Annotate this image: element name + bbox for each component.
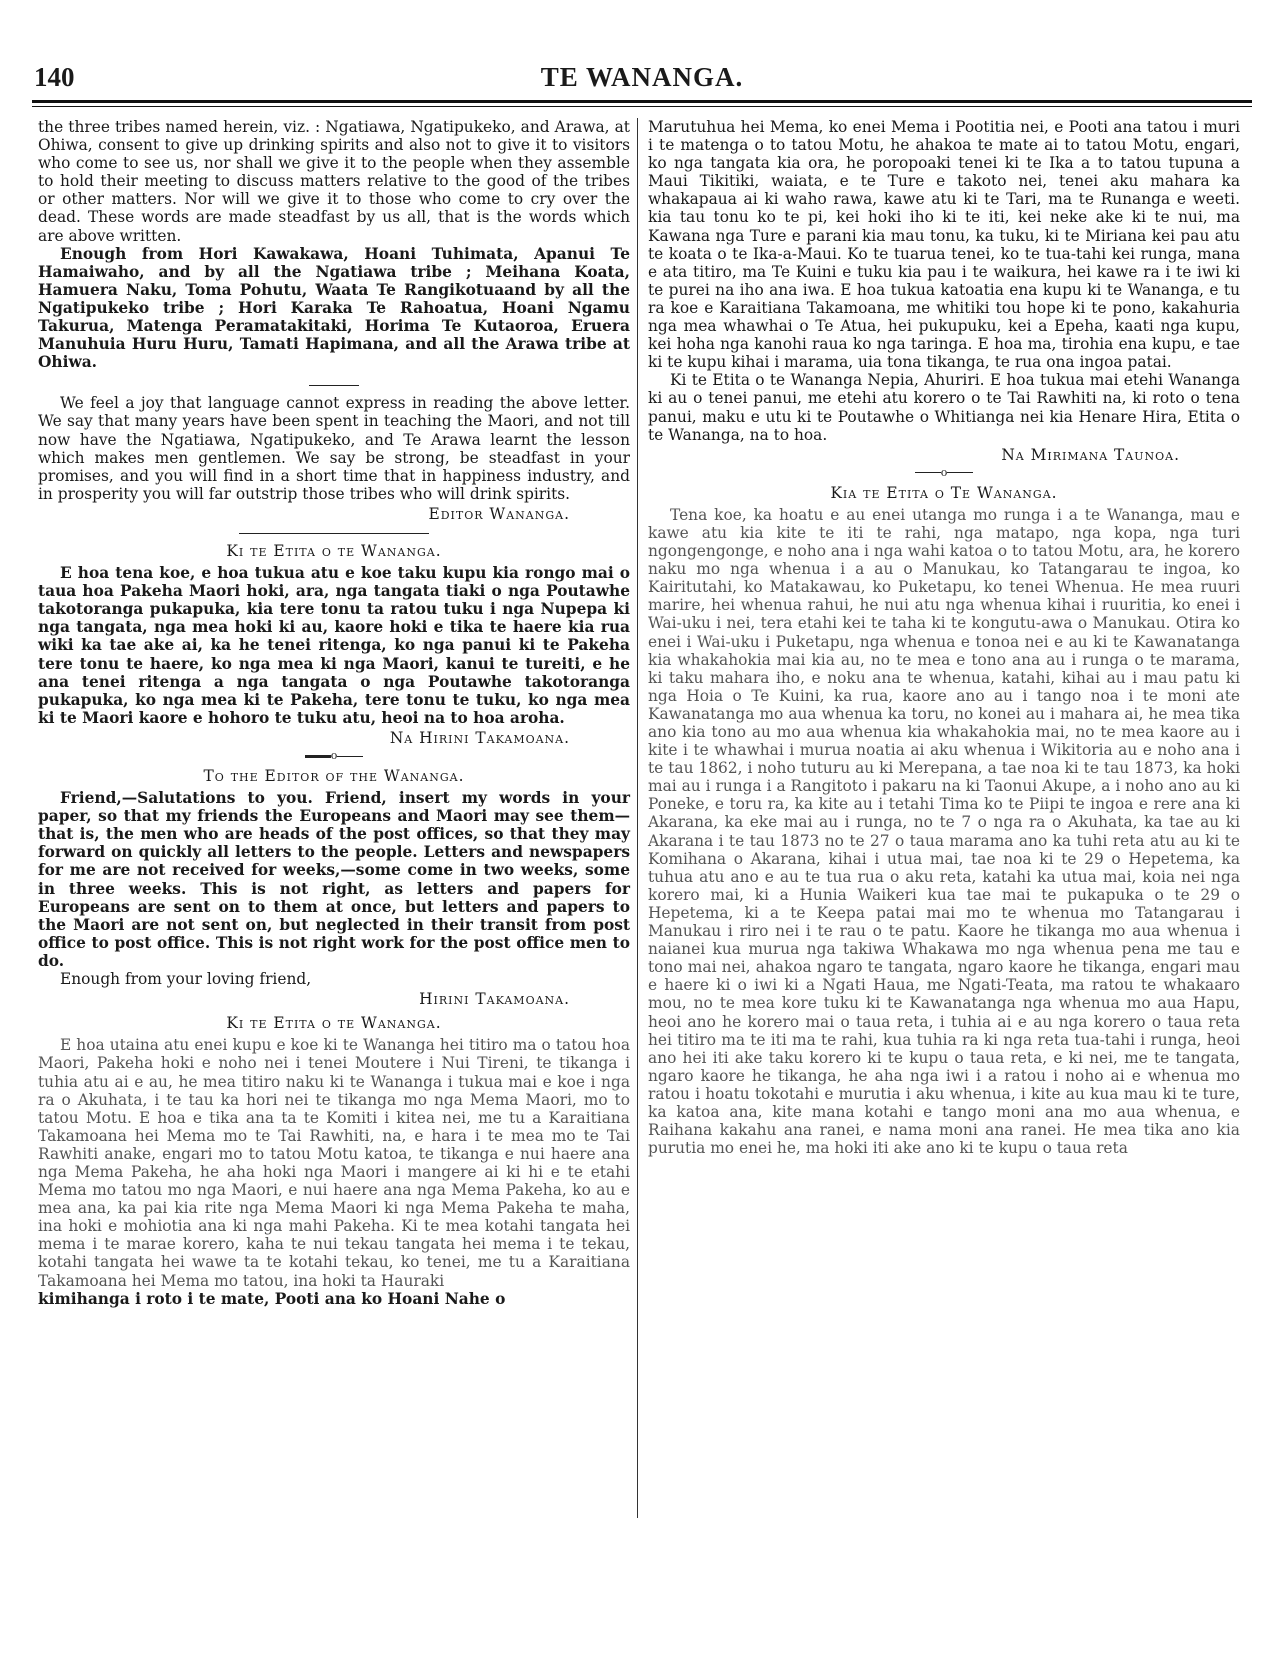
page-number: 140 — [34, 62, 75, 92]
right-letter-land-body: Tena koe, ka hoatu e au enei utanga mo runga i a te Wananga, mau e kawe atu kia kite te iti te rahi, nga matapo, nga kopa, nga turi ngongengonge, e noho ana i nga wahi katoa o to tatou Motu, ara, he korero naku mo nga whenua i a au o Manukau, ko Tatangarau te ingoa, ko Kairitutahi, ko Matakawau, ko Puketapu, ko tenei Whenua. He mea ruuri marire, hei whenua rahui, he nui atu nga whenua kihai i ruuritia, ko enei i Wai-uku i nei, tera etahi kei te taha ki te kongutu-awa o Manukau. Otira ko enei i Wai-uku i Puketapu, nga whenua e tonoa nei e au ki te Kawanatanga kia whakahokia mai kia au, no te mea e tono ana au i runga o te marama, ki taku mahara iho, e noku ana te whenua, katahi, kihai au i mau patu ki nga Hoia o Te Kuini, ka rua, kaore ano au i tango noa i te moni ate Kawanatanga mo aua whenua ka toru, no konei au i mahara ai, he mea tika ano kia tono au mo aua whenua kia whakahokia mai, no te mea kaore au i kite i te whawhai i murua noatia ai aku whenua i Wikitoria au e noho ana i te tau 1862, i noho tuturu au ki Merepana, a tae noa ki te tau 1873, ka hoki mai au i runga i a Rangitoto i pakaru na ki Taonui Akupe, a i noho ano au ki Poneke, e toru ra, ka kite au i tetahi Tima ko te Piipi te ingoa e rere ana ki Akarana, ka eke mai au i runga, no te 7 o nga ra o Akuhata, ka tae au ki Akarana i te tau 1873 no te 27 o taua marama ano ka tuhi reta atu au ki te Komihana o Akarana, kihai i utua mai, tae noa ki te 29 o Hepetema, ka tuhua atu ano e au te tua rua o aku reta, katahi ka utua mai, koia nei nga korero mai, ki a Hunia Waikeri kua tae mai te pukapuka o te 29 o Hepetema, ki a te Keepa patai mai mo te whenua mo Tatangarau i Manukau i riro nei i te rau o te patu. Kaore he tikanga mo aua whenua i naianei kua murua nga takiwa Whakawa mo nga whenua pena me tau e tono mai nei, ahakoa ngaro te tangata, ngaro kaore he tikanga, engari mau e haere ki o iwi ki a Ngati Haua, me Ngati-Teata, ma ratou te whakaaro mou, no te mea kore tuku ki te Kawanatanga nga whenua mo aua Hapu, heoi ano he korero mai o taua reta, i tuhia ai e au nga korero o taua reta hei titiro ma te iti ma te rahi, kua tuhia ra ki nga reta tua-tahi i runga, heoi ano hei iti ake taku korero ki te kupu o taua reta, e ki nei, me te tangata, ngaro kaore he tikanga, he aha nga iwi i a ratou i noho ai e whenua mo ratou i hoatu tokotahi e murutia i aku whenua, i kite au kua mau ki te ture, ka katoa ana, kite mana kotahi e tango moni ana mo aua whenua, e Raihana kakahu ana ranei, e nama moni ana ranei. He mea tika ano kia purutia mo enei he, ma hoki iti ake ano ki te kupu o taua reta — [648, 505, 1240, 1158]
signature-mirimana: Na Mirimana Taunoa. — [1001, 445, 1180, 464]
section-divider: o — [909, 468, 979, 478]
section-divider — [309, 385, 359, 386]
left-letter-maori-2-body: E hoa utaina atu enei kupu e koe ki te Wananga hei titiro ma o tatou hoa Maori, Pakeha hoki e noho nei i tenei Moutere i Nui Tireni, te tikanga i tuhia atu ai e au, he mea titiro naku ki te Wananga i tukua mai e koe i nga ra o Akuhata, i te tau ka hori nei te tikanga mo nga Mema Maori, mo to tatou Motu. E hoa e tika ana ta te Komiti i kitea nei, me tu a Karaitiana Takamoana hei Mema mo te Tai Rawhiti, na, e hara i te mea mo te Tai Rawhiti anake, engari mo to tatou Motu katoa, te tikanga e nui haere ana nga Mema Pakeha, he aha hoki nga Maori i mangere ai ki hi e te etahi Mema mo tatou mo nga Maori, e nui haere ana nga Mema Pakeha, ko au e mea ana, ka pai kia rite nga Mema Maori ki nga Mema Pakeha te maha, ina hoki e mohiotia ana ki nga mahi Pakeha. Ki te mea kotahi tangata hei mema i te marae korero, kaha te nui tekau tangata hei mema i te tekau, kotahi tangata hei wawe ta te kotahi tekau, ko tenei, me tu a Karaitiana Takamoana hei Mema mo tatou, ina hoki ta Hauraki — [38, 1036, 630, 1290]
left-bottom-line: kimihanga i roto i te mate, Pooti ana ko Hoani Nahe o — [38, 1289, 506, 1308]
left-paragraph-resolution: the three tribes named herein, viz. : Ngatiawa, Ngatipukeko, and Arawa, at Ohiwa, consent to give up drinking spirits and also not to give it to visitors who come to see us, nor shall we give it to the people when they assemble to hold their meeting to discuss matters relative to the good of the tribes or other matters. Nor will we give it to those who come to cry over the dead. These words are made steadfast by us all, that is the words which are above written. — [38, 118, 630, 245]
letter-heading-english: To the Editor of the Wananga. — [203, 767, 465, 785]
page-header — [32, 58, 1252, 98]
header-rule-thick — [32, 100, 1252, 103]
left-letter-english-closing: Enough from your loving friend, — [60, 970, 312, 989]
left-paragraph-editor-comment: We feel a joy that language cannot express in reading the above letter. We say that many years have been spent in teaching the Maori, and not till now have the Ngatiawa, Ngatipukeko, and Te Arawa learnt the lesson which makes men gentlemen. We say be strong, be steadfast in your promises, and you will find in a short time that in happiness industry, and in prosperity you will far outstrip those tribes who will drink spirits. — [38, 394, 630, 503]
page-title: TE WANANGA. — [540, 62, 744, 92]
signature-hirini-english: Hirini Takamoana. — [419, 990, 570, 1009]
letter-heading-maori-3: Kia te Etita o Te Wananga. — [830, 483, 1058, 502]
column-divider — [637, 118, 638, 1518]
left-letter-maori-body: E hoa tena koe, e hoa tukua atu e koe taku kupu kia rongo mai o taua hoa Pakeha Maori hoki, ara, nga tangata tiaki o nga Poutawhe takotoranga pukapuka, kia tere tonu ta ratou tuku i nga Nupepa ki nga tangata, nga mea hoki ki au, kaore hoki e tika te haere kia rua wiki ka tae ake ai, ka he tenei ritenga, ko nga panui ki te Pakeha tere tonu te haere, ko nga mea ki nga Maori, kanui te tureiti, e he ana tenei ritenga a nga tangata o nga Poutawhe takotoranga pukapuka, ko nga mea ki te Pakeha, tere tonu te tuku, ko nga mea ki te Maori kaore e hohoro te tuku atu, heoi na to hoa aroha. — [38, 564, 630, 727]
letter-heading-maori-2: Ki te Etita o te Wananga. — [226, 1014, 442, 1033]
right-paragraph-continuation: Marutuhua hei Mema, ko enei Mema i Pootitia nei, e Pooti ana tatou i muri i te matenga o to tatou Motu, he ahakoa te mate ai to tatou Motu, engari, ko nga tangata kia ora, he poropoaki tenei ki te Ika a to tatou tupuna a Maui Tikitiki, waiata, e te Ture e takoto nei, tenei aku mahara ka whakapaua ai ki waho rawa, kawe atu ki te Tari, ma te Runanga e weeti. kia tau tonu ko te pi, kei hoki iho ki te iti, kei neke ake ki te nui, ma Kawana nga Ture e parani kia mau tonu, ka tuku, ki te Miriana kei pau atu te koata o te Ika-a-Maui. Ko te tuarua tenei, ko te tua-tahi kei runga, mana e ata titiro, ma Te Kuini e tuku kia pau i te waikura, hei kawe ra i te iwi ki te purei na iho ana iwa. E hoa tukua katoatia ena kupu ki te Wananga, e tu ra koe e Karaitiana Takamoana, me whitiki tou hope ki te pono, kakahuria nga mea whawhai o Te Atua, hei pukupuku, kei a Epeha, kaati nga kupu, kei hoha nga kanohi raua ko nga taringa. E hoa ma, tirohia ena kupu, e tae ki te kupu kihai i marama, uia tona tikanga, te rua ona ingoa patai. — [648, 118, 1240, 372]
right-column — [648, 118, 1240, 1157]
letter-heading-maori-1: Ki te Etita o te Wananga. — [226, 541, 442, 560]
left-letter-english-body: Friend,—Salutations to you. Friend, insert my words in your paper, so that my friends the Europeans and Maori may see them—that is, the men who are heads of the post offices, so that they may forward on quickly all letters to the people. Letters and newspapers for me are not received for weeks,—some come in two weeks, some in three weeks. This is not right, as letters and papers for Europeans are sent on to them at once, but letters and papers to the Maori are not sent on, but neglected in their transit from post office to post office. This is not right work for the post office men to do. — [38, 789, 630, 970]
left-column — [38, 118, 630, 1308]
left-paragraph-signatories: Enough from Hori Kawakawa, Hoani Tuhimata, Apanui Te Hamaiwaho, and by all the Ngatiawa tribe ; Meihana Koata, Hamuera Naku, Toma Pohutu, Waata Te Rangikotuaand by all the Ngatipukeko tribe ; Hori Karaka Te Rahoatua, Hoani Ngamu Takurua, Matenga Peramatakitaki, Horima Te Kutaoroa, Eruera Manuhuia Huru Huru, Tamati Hapimana, and all the Arawa tribe at Ohiwa. — [38, 244, 630, 372]
signature-editor: Editor Wananga. — [428, 504, 570, 523]
section-divider: o — [299, 751, 369, 761]
header-rule-thin — [32, 106, 1252, 107]
section-divider — [239, 533, 429, 534]
signature-hirini-maori: Na Hirini Takamoana. — [389, 728, 570, 747]
right-paragraph-request: Ki te Etita o te Wananga Nepia, Ahuriri. E hoa tukua mai etehi Wananga ki au o tenei panui, me etehi atu korero o te Tai Rawhiti na, ki roto o tena panui, maku e utu ki te Poutawhe o Whitianga nei kia Henare Hira, Etita o te Wananga, na to hoa. — [648, 371, 1240, 444]
